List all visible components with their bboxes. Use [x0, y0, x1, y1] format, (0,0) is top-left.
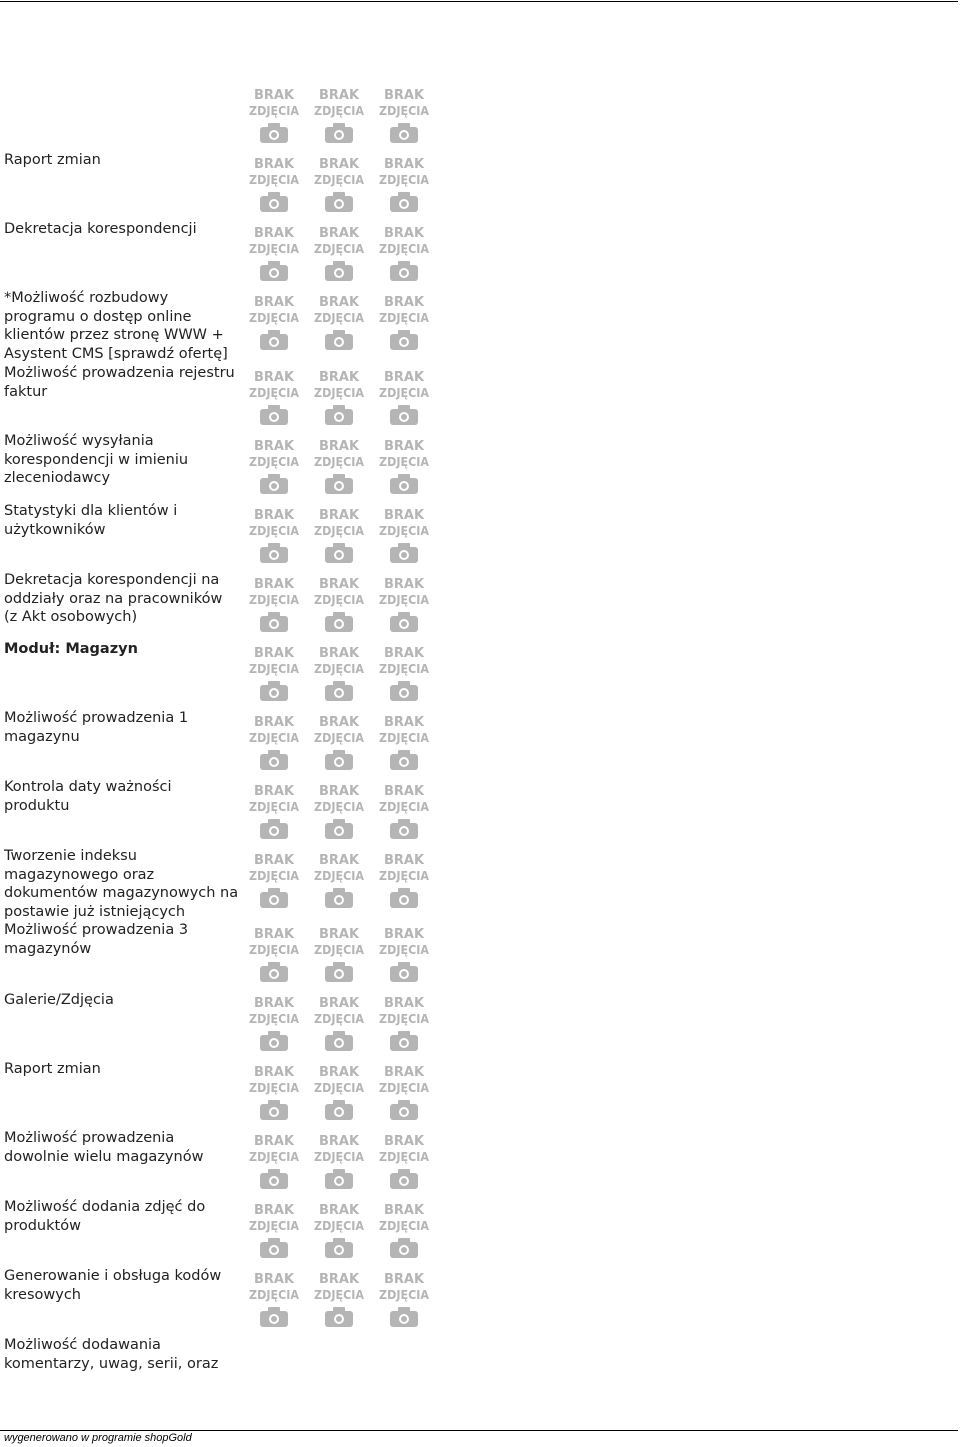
no-image-placeholder-graphic — [248, 367, 300, 429]
camera-icon — [325, 1169, 353, 1189]
camera-icon — [260, 543, 288, 563]
placeholder-line2: ZDJĘCIA — [379, 800, 430, 814]
camera-icon — [260, 261, 288, 281]
placeholder-line1: BRAK — [383, 88, 425, 103]
placeholder-line2: ZDJĘCIA — [314, 524, 365, 538]
placeholder-line2: ZDJĘCIA — [314, 1288, 365, 1302]
camera-icon — [260, 330, 288, 350]
no-image-placeholder — [248, 1269, 300, 1331]
feature-label: Możliwość wysyłania korespondencji w imieniu zleceniodawcy — [4, 433, 189, 487]
no-image-placeholder — [248, 367, 300, 429]
placeholder-line2: ZDJĘCIA — [249, 1150, 300, 1164]
no-image-placeholder — [248, 781, 300, 843]
feature-label: Galerie/Zdjęcia — [4, 992, 114, 1008]
placeholder-line2: ZDJĘCIA — [314, 1150, 365, 1164]
no-image-placeholder — [378, 436, 430, 498]
placeholder-line2: ZDJĘCIA — [249, 104, 300, 118]
no-image-placeholder — [313, 85, 365, 147]
placeholder-line1: BRAK — [383, 157, 425, 172]
placeholder-line1: BRAK — [318, 88, 360, 103]
placeholder-line1: BRAK — [318, 1272, 360, 1287]
placeholder-line1: BRAK — [253, 1065, 295, 1080]
placeholder-line2: ZDJĘCIA — [249, 1012, 300, 1026]
no-image-placeholder — [313, 850, 365, 912]
camera-icon — [325, 192, 353, 212]
camera-icon — [260, 1031, 288, 1051]
placeholder-line1: BRAK — [253, 927, 295, 942]
placeholder-line1: BRAK — [383, 577, 425, 592]
no-image-placeholder-graphic — [248, 993, 300, 1055]
no-image-placeholder-graphic — [313, 781, 365, 843]
placeholder-line1: BRAK — [253, 1272, 295, 1287]
no-image-placeholder-graphic — [248, 292, 300, 354]
feature-label: Statystyki dla klientów i użytkowników — [4, 503, 178, 538]
section-heading: Moduł: Magazyn — [4, 641, 138, 657]
camera-icon — [260, 750, 288, 770]
no-image-placeholder-graphic — [313, 292, 365, 354]
placeholder-line1: BRAK — [253, 295, 295, 310]
camera-icon — [325, 819, 353, 839]
placeholder-line2: ZDJĘCIA — [379, 455, 430, 469]
placeholder-line1: BRAK — [318, 646, 360, 661]
no-image-placeholder — [378, 1200, 430, 1262]
placeholder-line2: ZDJĘCIA — [249, 731, 300, 745]
no-image-placeholder — [313, 505, 365, 567]
no-image-placeholder-graphic — [378, 1062, 430, 1124]
placeholder-line2: ZDJĘCIA — [249, 386, 300, 400]
placeholder-line1: BRAK — [318, 996, 360, 1011]
no-image-placeholder-graphic — [248, 850, 300, 912]
camera-icon — [325, 681, 353, 701]
placeholder-line2: ZDJĘCIA — [249, 524, 300, 538]
no-image-placeholder — [248, 1062, 300, 1124]
feature-label: Generowanie i obsługa kodów kresowych — [4, 1268, 222, 1303]
camera-icon — [325, 474, 353, 494]
no-image-placeholder-graphic — [248, 436, 300, 498]
camera-icon — [390, 192, 418, 212]
placeholder-line2: ZDJĘCIA — [314, 943, 365, 957]
camera-icon — [260, 819, 288, 839]
placeholder-line1: BRAK — [383, 1065, 425, 1080]
no-image-placeholder-graphic — [378, 924, 430, 986]
placeholder-line1: BRAK — [253, 439, 295, 454]
no-image-placeholder-graphic — [248, 712, 300, 774]
no-image-placeholder-graphic — [313, 993, 365, 1055]
no-image-placeholder-graphic — [313, 924, 365, 986]
no-image-placeholder — [378, 505, 430, 567]
no-image-placeholder — [313, 1200, 365, 1262]
no-image-placeholder-graphic — [378, 154, 430, 216]
placeholder-line1: BRAK — [318, 853, 360, 868]
no-image-placeholder — [313, 367, 365, 429]
feature-label: Możliwość prowadzenia 1 magazynu — [4, 710, 189, 745]
camera-icon — [260, 192, 288, 212]
placeholder-line1: BRAK — [253, 784, 295, 799]
placeholder-line2: ZDJĘCIA — [249, 800, 300, 814]
no-image-placeholder — [248, 850, 300, 912]
no-image-placeholder-graphic — [378, 1269, 430, 1331]
placeholder-line2: ZDJĘCIA — [379, 943, 430, 957]
no-image-placeholder-graphic — [378, 292, 430, 354]
placeholder-line1: BRAK — [318, 370, 360, 385]
no-image-placeholder — [248, 292, 300, 354]
camera-icon — [390, 405, 418, 425]
no-image-placeholder-graphic — [248, 924, 300, 986]
placeholder-line1: BRAK — [253, 1134, 295, 1149]
placeholder-line1: BRAK — [253, 88, 295, 103]
no-image-placeholder-graphic — [248, 1131, 300, 1193]
camera-icon — [390, 543, 418, 563]
camera-icon — [325, 1031, 353, 1051]
no-image-placeholder-graphic — [313, 154, 365, 216]
placeholder-line1: BRAK — [253, 715, 295, 730]
no-image-placeholder-graphic — [378, 643, 430, 705]
placeholder-line1: BRAK — [383, 1203, 425, 1218]
feature-label: Kontrola daty ważności produktu — [4, 779, 172, 814]
feature-label: Raport zmian — [4, 152, 101, 168]
no-image-placeholder-graphic — [248, 505, 300, 567]
camera-icon — [390, 819, 418, 839]
camera-icon — [390, 123, 418, 143]
no-image-placeholder — [313, 436, 365, 498]
placeholder-line1: BRAK — [383, 226, 425, 241]
no-image-placeholder-graphic — [313, 436, 365, 498]
placeholder-line1: BRAK — [318, 295, 360, 310]
no-image-placeholder-graphic — [313, 1062, 365, 1124]
no-image-placeholder-graphic — [313, 574, 365, 636]
camera-icon — [390, 1307, 418, 1327]
placeholder-line1: BRAK — [253, 508, 295, 523]
placeholder-line2: ZDJĘCIA — [379, 386, 430, 400]
placeholder-line1: BRAK — [318, 1203, 360, 1218]
placeholder-line1: BRAK — [253, 996, 295, 1011]
camera-icon — [260, 612, 288, 632]
placeholder-line2: ZDJĘCIA — [314, 386, 365, 400]
no-image-placeholder — [248, 436, 300, 498]
camera-icon — [260, 1169, 288, 1189]
placeholder-line2: ZDJĘCIA — [249, 242, 300, 256]
camera-icon — [325, 1238, 353, 1258]
no-image-placeholder-graphic — [378, 1131, 430, 1193]
placeholder-line2: ZDJĘCIA — [379, 1012, 430, 1026]
no-image-placeholder — [378, 850, 430, 912]
placeholder-line1: BRAK — [383, 508, 425, 523]
camera-icon — [325, 405, 353, 425]
placeholder-line2: ZDJĘCIA — [314, 800, 365, 814]
no-image-placeholder — [248, 993, 300, 1055]
placeholder-line1: BRAK — [383, 439, 425, 454]
camera-icon — [260, 1238, 288, 1258]
no-image-placeholder-graphic — [248, 1200, 300, 1262]
no-image-placeholder — [248, 85, 300, 147]
placeholder-line1: BRAK — [318, 927, 360, 942]
placeholder-line2: ZDJĘCIA — [379, 662, 430, 676]
no-image-placeholder — [248, 574, 300, 636]
placeholder-line1: BRAK — [383, 295, 425, 310]
no-image-placeholder-graphic — [248, 574, 300, 636]
placeholder-line2: ZDJĘCIA — [249, 1288, 300, 1302]
no-image-placeholder-graphic — [248, 1062, 300, 1124]
placeholder-line1: BRAK — [383, 1134, 425, 1149]
no-image-placeholder-graphic — [313, 712, 365, 774]
placeholder-line1: BRAK — [253, 370, 295, 385]
placeholder-line1: BRAK — [253, 577, 295, 592]
no-image-placeholder — [248, 505, 300, 567]
placeholder-line1: BRAK — [318, 508, 360, 523]
no-image-placeholder-graphic — [248, 643, 300, 705]
placeholder-line2: ZDJĘCIA — [379, 1081, 430, 1095]
no-image-placeholder-graphic — [248, 223, 300, 285]
no-image-placeholder — [313, 993, 365, 1055]
no-image-placeholder-graphic — [378, 436, 430, 498]
placeholder-line1: BRAK — [318, 1134, 360, 1149]
no-image-placeholder-graphic — [378, 505, 430, 567]
no-image-placeholder — [313, 223, 365, 285]
no-image-placeholder — [248, 643, 300, 705]
placeholder-line2: ZDJĘCIA — [314, 104, 365, 118]
no-image-placeholder-graphic — [313, 1269, 365, 1331]
no-image-placeholder-graphic — [248, 85, 300, 147]
placeholder-line1: BRAK — [318, 577, 360, 592]
no-image-placeholder — [313, 924, 365, 986]
no-image-placeholder — [378, 367, 430, 429]
placeholder-line1: BRAK — [318, 1065, 360, 1080]
placeholder-line2: ZDJĘCIA — [314, 593, 365, 607]
no-image-placeholder — [378, 1269, 430, 1331]
no-image-placeholder-graphic — [378, 993, 430, 1055]
placeholder-line2: ZDJĘCIA — [379, 593, 430, 607]
no-image-placeholder — [313, 781, 365, 843]
camera-icon — [325, 261, 353, 281]
placeholder-line2: ZDJĘCIA — [249, 1219, 300, 1233]
no-image-placeholder — [313, 1131, 365, 1193]
camera-icon — [390, 1100, 418, 1120]
placeholder-line2: ZDJĘCIA — [379, 173, 430, 187]
no-image-placeholder — [378, 1062, 430, 1124]
placeholder-line1: BRAK — [318, 784, 360, 799]
camera-icon — [325, 962, 353, 982]
placeholder-line1: BRAK — [383, 996, 425, 1011]
no-image-placeholder — [313, 1062, 365, 1124]
placeholder-line2: ZDJĘCIA — [379, 731, 430, 745]
placeholder-line2: ZDJĘCIA — [314, 1081, 365, 1095]
no-image-placeholder — [378, 574, 430, 636]
placeholder-line2: ZDJĘCIA — [249, 173, 300, 187]
no-image-placeholder — [313, 574, 365, 636]
placeholder-line1: BRAK — [383, 927, 425, 942]
no-image-placeholder — [313, 643, 365, 705]
placeholder-line1: BRAK — [383, 784, 425, 799]
no-image-placeholder-graphic — [248, 154, 300, 216]
camera-icon — [260, 888, 288, 908]
camera-icon — [390, 261, 418, 281]
placeholder-line2: ZDJĘCIA — [314, 662, 365, 676]
camera-icon — [260, 1307, 288, 1327]
no-image-placeholder-graphic — [313, 1200, 365, 1262]
placeholder-line1: BRAK — [253, 646, 295, 661]
camera-icon — [390, 681, 418, 701]
no-image-placeholder-graphic — [378, 850, 430, 912]
placeholder-line1: BRAK — [253, 226, 295, 241]
placeholder-line1: BRAK — [253, 853, 295, 868]
camera-icon — [390, 1031, 418, 1051]
placeholder-line2: ZDJĘCIA — [314, 1219, 365, 1233]
placeholder-line2: ZDJĘCIA — [314, 455, 365, 469]
feature-label: Raport zmian — [4, 1061, 101, 1077]
camera-icon — [260, 123, 288, 143]
no-image-placeholder — [313, 292, 365, 354]
feature-label: Tworzenie indeksu magazynowego oraz dokumentów magazynowych na postawie już istniejących — [4, 848, 239, 920]
placeholder-line2: ZDJĘCIA — [314, 242, 365, 256]
placeholder-line1: BRAK — [253, 157, 295, 172]
camera-icon — [260, 405, 288, 425]
no-image-placeholder-graphic — [378, 85, 430, 147]
no-image-placeholder — [248, 223, 300, 285]
no-image-placeholder — [248, 154, 300, 216]
placeholder-line1: BRAK — [318, 226, 360, 241]
placeholder-line2: ZDJĘCIA — [314, 311, 365, 325]
no-image-placeholder — [378, 781, 430, 843]
placeholder-line2: ZDJĘCIA — [249, 662, 300, 676]
camera-icon — [390, 1169, 418, 1189]
placeholder-line2: ZDJĘCIA — [379, 1219, 430, 1233]
no-image-placeholder-graphic — [248, 781, 300, 843]
no-image-placeholder — [313, 154, 365, 216]
no-image-placeholder-graphic — [378, 574, 430, 636]
no-image-placeholder — [248, 1131, 300, 1193]
camera-icon — [260, 681, 288, 701]
no-image-placeholder-graphic — [313, 1131, 365, 1193]
feature-label: Możliwość dodawania komentarzy, uwag, serii, oraz — [4, 1337, 219, 1372]
feature-label: Dekretacja korespondencji — [4, 221, 197, 237]
bottom-rule — [0, 1430, 958, 1431]
no-image-placeholder-graphic — [313, 643, 365, 705]
feature-label: Możliwość prowadzenia rejestru faktur — [4, 365, 235, 400]
placeholder-line2: ZDJĘCIA — [249, 455, 300, 469]
no-image-placeholder-graphic — [378, 223, 430, 285]
placeholder-line1: BRAK — [318, 157, 360, 172]
camera-icon — [325, 888, 353, 908]
no-image-placeholder-graphic — [313, 223, 365, 285]
camera-icon — [390, 330, 418, 350]
camera-icon — [390, 888, 418, 908]
placeholder-line1: BRAK — [383, 715, 425, 730]
feature-label: Możliwość dodania zdjęć do produktów — [4, 1199, 206, 1234]
no-image-placeholder — [378, 292, 430, 354]
footer-credit: wygenerowano w programie shopGold — [4, 1432, 192, 1444]
placeholder-line1: BRAK — [383, 853, 425, 868]
camera-icon — [390, 474, 418, 494]
no-image-placeholder-graphic — [378, 367, 430, 429]
camera-icon — [390, 1238, 418, 1258]
camera-icon — [325, 1307, 353, 1327]
no-image-placeholder-graphic — [313, 850, 365, 912]
no-image-placeholder — [378, 223, 430, 285]
placeholder-line2: ZDJĘCIA — [379, 242, 430, 256]
placeholder-line1: BRAK — [318, 439, 360, 454]
no-image-placeholder — [248, 1200, 300, 1262]
placeholder-line1: BRAK — [383, 370, 425, 385]
placeholder-line2: ZDJĘCIA — [379, 1150, 430, 1164]
placeholder-line2: ZDJĘCIA — [314, 869, 365, 883]
placeholder-line2: ZDJĘCIA — [249, 943, 300, 957]
no-image-placeholder-graphic — [313, 367, 365, 429]
no-image-placeholder — [248, 924, 300, 986]
camera-icon — [325, 750, 353, 770]
placeholder-line2: ZDJĘCIA — [379, 869, 430, 883]
no-image-placeholder-graphic — [248, 1269, 300, 1331]
no-image-placeholder — [313, 1269, 365, 1331]
no-image-placeholder — [248, 712, 300, 774]
camera-icon — [390, 962, 418, 982]
placeholder-line2: ZDJĘCIA — [249, 593, 300, 607]
feature-label: *Możliwość rozbudowy programu o dostęp online klientów przez stronę WWW + Asystent CMS [sprawdź ofertę] — [4, 290, 228, 362]
camera-icon — [260, 962, 288, 982]
no-image-placeholder — [378, 712, 430, 774]
placeholder-line1: BRAK — [383, 1272, 425, 1287]
camera-icon — [325, 123, 353, 143]
placeholder-line2: ZDJĘCIA — [379, 311, 430, 325]
placeholder-line2: ZDJĘCIA — [379, 524, 430, 538]
camera-icon — [325, 612, 353, 632]
no-image-placeholder — [378, 1131, 430, 1193]
placeholder-line2: ZDJĘCIA — [249, 869, 300, 883]
no-image-placeholder — [378, 85, 430, 147]
placeholder-line1: BRAK — [318, 715, 360, 730]
placeholder-line2: ZDJĘCIA — [249, 1081, 300, 1095]
no-image-placeholder-graphic — [378, 1200, 430, 1262]
placeholder-line2: ZDJĘCIA — [314, 1012, 365, 1026]
camera-icon — [325, 330, 353, 350]
placeholder-line1: BRAK — [253, 1203, 295, 1218]
placeholder-line2: ZDJĘCIA — [379, 104, 430, 118]
camera-icon — [325, 1100, 353, 1120]
no-image-placeholder — [313, 712, 365, 774]
top-rule — [0, 1, 958, 2]
camera-icon — [260, 474, 288, 494]
placeholder-line2: ZDJĘCIA — [249, 311, 300, 325]
camera-icon — [390, 612, 418, 632]
no-image-placeholder-graphic — [378, 712, 430, 774]
camera-icon — [325, 543, 353, 563]
camera-icon — [260, 1100, 288, 1120]
feature-label: Możliwość prowadzenia dowolnie wielu magazynów — [4, 1130, 204, 1165]
placeholder-line2: ZDJĘCIA — [314, 173, 365, 187]
feature-label: Możliwość prowadzenia 3 magazynów — [4, 922, 189, 957]
placeholder-line1: BRAK — [383, 646, 425, 661]
no-image-placeholder — [378, 924, 430, 986]
placeholder-line2: ZDJĘCIA — [379, 1288, 430, 1302]
no-image-placeholder — [378, 643, 430, 705]
feature-label: Dekretacja korespondencji na oddziały oraz na pracowników (z Akt osobowych) — [4, 572, 223, 626]
placeholder-line2: ZDJĘCIA — [314, 731, 365, 745]
no-image-placeholder — [378, 993, 430, 1055]
no-image-placeholder — [378, 154, 430, 216]
no-image-placeholder-graphic — [313, 85, 365, 147]
no-image-placeholder-graphic — [313, 505, 365, 567]
camera-icon — [390, 750, 418, 770]
no-image-placeholder-graphic — [378, 781, 430, 843]
